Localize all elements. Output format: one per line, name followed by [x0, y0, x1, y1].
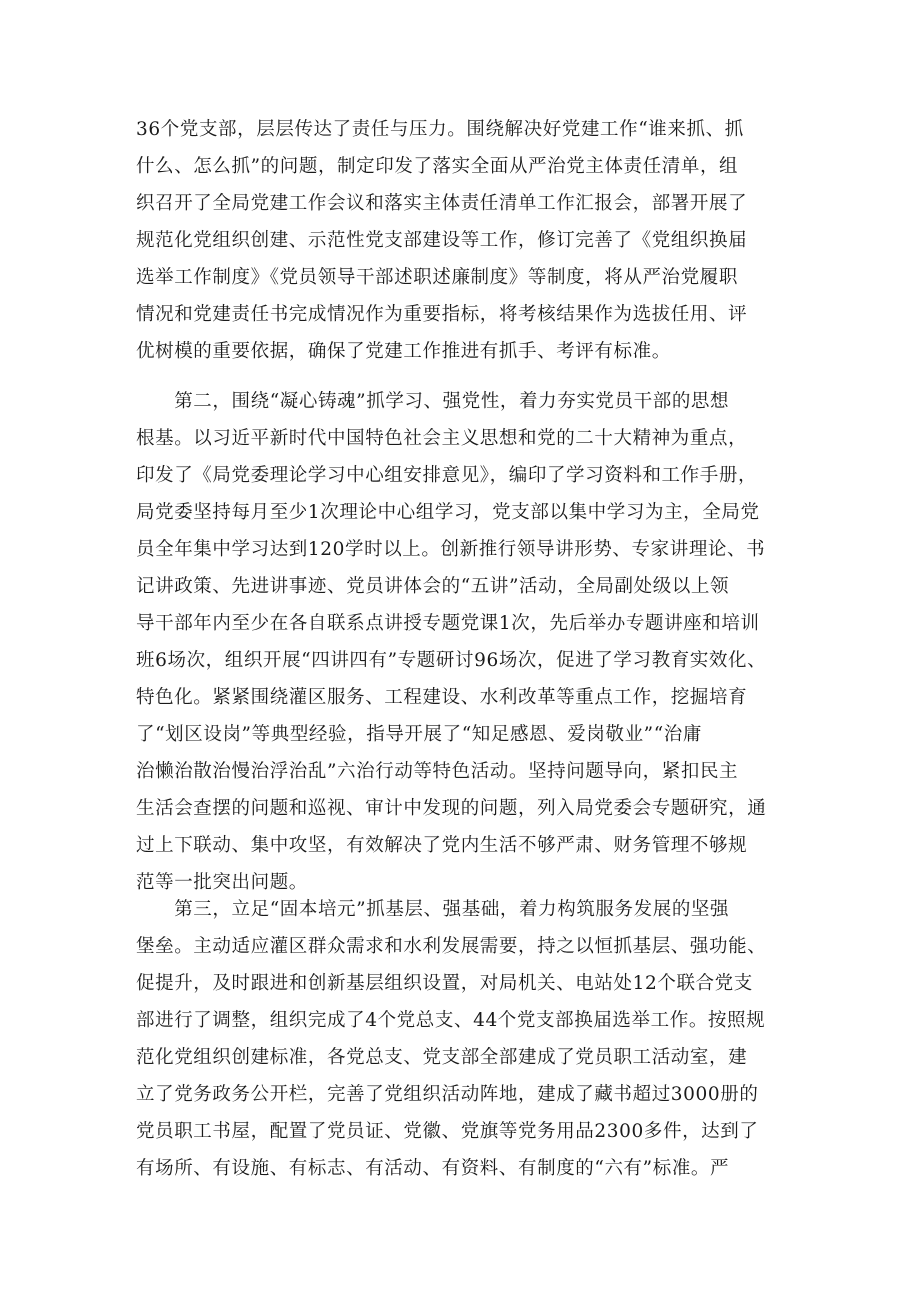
text-line: 印发了《局党委理论学习中心组安排意见》，编印了学习资料和工作手册，: [136, 465, 758, 486]
text-line: 第三，立足“固本培元”抓基层、强基础，着力构筑服务发展的坚强: [136, 899, 730, 920]
text-line: 党员职工书屋，配置了党员证、党徽、党旗等党务用品2300多件，达到了: [136, 1121, 759, 1142]
text-line: 根基。以习近平新时代中国特色社会主义思想和党的二十大精神为重点，: [136, 428, 748, 449]
text-line: 特色化。紧紧围绕灌区服务、工程建设、水利改革等重点工作，挖掘培育: [136, 687, 748, 708]
text-line: 范化党组织创建标准，各党总支、党支部全部建成了党员职工活动室，建: [136, 1047, 748, 1068]
text-line: 记讲政策、先进讲事迹、党员讲体会的“五讲”活动，全局副处级以上领: [136, 576, 730, 597]
text-line: 生活会查摆的问题和巡视、审计中发现的问题，列入局党委会专题研究，通: [136, 798, 767, 819]
paragraph-third-point: [136, 891, 784, 1187]
text-line: 规范化党组织创建、示范性党支部建设等工作，修订完善了《党组织换届: [136, 230, 748, 251]
text-line: 部进行了调整，组织完成了4个党总支、44个党支部换届选举工作。按照规: [136, 1010, 766, 1031]
text-line: 治懒治散治慢治浮治乱”六治行动等特色活动。坚持问题导向，紧扣民主: [136, 761, 739, 782]
text-line: 促提升，及时跟进和创新基层组织设置，对局机关、电站处12个联合党支: [136, 973, 753, 994]
text-line: 员全年集中学习达到120学时以上。创新推行领导讲形势、专家讲理论、书: [136, 539, 766, 560]
text-line: 堡垒。主动适应灌区群众需求和水利发展需要，持之以恒抓基层、强功能、: [136, 936, 767, 957]
text-line: 情况和党建责任书完成情况作为重要指标，将考核结果作为选拔任用、评: [136, 304, 748, 325]
text-line: 优树模的重要依据，确保了党建工作推进有抓手、考评有标准。: [136, 341, 671, 362]
text-line: 36个党支部，层层传达了责任与压力。围绕解决好党建工作“谁来抓、抓: [136, 119, 744, 140]
text-line: 过上下联动、集中攻坚，有效解决了党内生活不够严肃、财务管理不够规: [136, 835, 748, 856]
paragraph-second-point: [136, 383, 784, 901]
text-line: 班6场次，组织开展“四讲四有”专题研讨96场次，促进了学习教育实效化、: [136, 650, 767, 671]
text-line: 局党委坚持每月至少1次理论中心组学习，党支部以集中学习为主，全局党: [136, 502, 760, 523]
text-line: 有场所、有设施、有标志、有活动、有资料、有制度的“六有”标准。严: [136, 1158, 730, 1179]
paragraph-party-responsibility: [136, 111, 784, 370]
text-line: 立了党务政务公开栏，完善了党组织活动阵地，建成了藏书超过3000册的: [136, 1084, 759, 1105]
text-line: 导干部年内至少在各自联系点讲授专题党课1次，先后举办专题讲座和培训: [136, 613, 760, 634]
text-line: 什么、怎么抓”的问题，制定印发了落实全面从严治党主体责任清单，组: [136, 156, 739, 177]
text-line: 第二，围绕“凝心铸魂”抓学习、强党性，着力夯实党员干部的思想: [136, 391, 730, 412]
text-line: 织召开了全局党建工作会议和落实主体责任清单工作汇报会，部署开展了: [136, 193, 748, 214]
text-line: 选举工作制度》《党员领导干部述职述廉制度》等制度，将从严治党履职: [136, 267, 738, 288]
text-line: 了“划区设岗”等典型经验，指导开展了“知足感恩、爱岗敬业”“治庸: [136, 724, 702, 745]
text-line: 范等一批突出问题。: [136, 872, 308, 893]
